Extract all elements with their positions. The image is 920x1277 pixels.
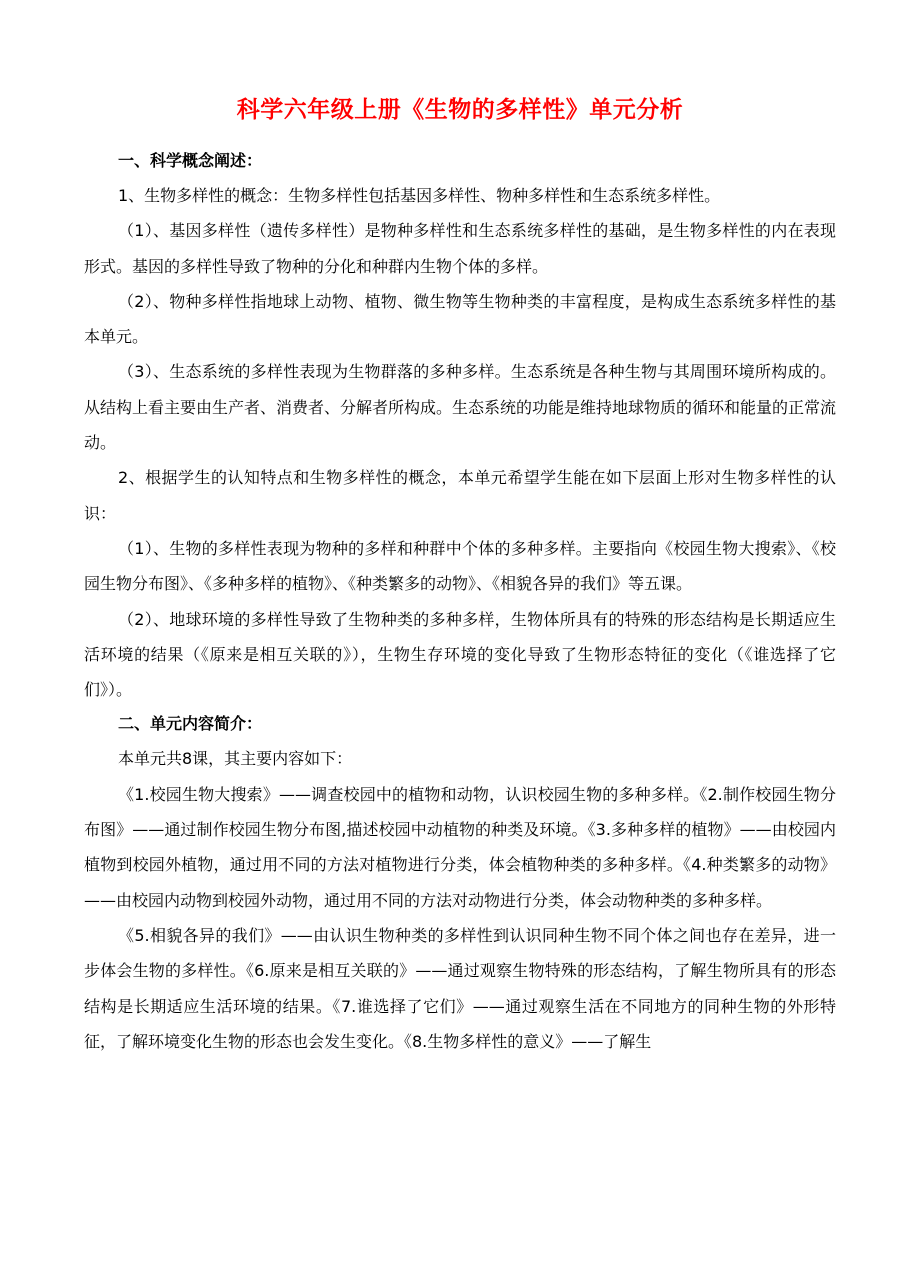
paragraph: （1）、生物的多样性表现为物种的多样和种群中个体的多种多样。主要指向《校园生物大搜索》、《校园生物分布图》、《多种多样的植物》、《种类繁多的动物》、《相貌各异的我们》等五课。 — [84, 538, 836, 594]
section-heading-concepts: 一、科学概念阐述： — [118, 151, 263, 170]
section-heading-unit-intro: 二、单元内容简介： — [118, 714, 263, 734]
paragraph: 1、生物多样性的概念：生物多样性包括基因多样性、物种多样性和生态系统多样性。 — [118, 186, 721, 205]
paragraph: 《1.校园生物大搜索》——调查校园中的植物和动物，认识校园生物的多种多样。《2.制作校园生物分布图》——通过制作校园生物分布图,描述校园中动植物的种类及环境。《3.多种多样的植物》——由校园内植物到校园外植物，通过用不同的方法对植物进行分类，体会植物种类的多种多样。《4.种类繁多的动物》——由校园内动物到校园外动物，通过用不同的方法对动物进行分类，体会动物种类的多种多样。 — [84, 784, 836, 910]
paragraph: （3）、生态系统的多样性表现为生物群落的多种多样。生态系统是各种生物与其周围环境所构成的。从结构上看主要由生产者、消费者、分解者所构成。生态系统的功能是维持地球物质的循环和能量的正常流动。 — [84, 362, 837, 453]
paragraph: 2、根据学生的认知特点和生物多样性的概念，本单元希望学生能在如下层面上形对生物多样性的认识： — [84, 468, 836, 523]
document-body — [84, 144, 836, 1059]
document-title: 科学六年级上册《生物的多样性》单元分析 — [236, 97, 684, 123]
paragraph: （2）、物种多样性指地球上动物、植物、微生物等生物种类的丰富程度，是构成生态系统多样性的基本单元。 — [84, 291, 836, 347]
paragraph: 《5.相貌各异的我们》——由认识生物种类的多样性到认识同种生物不同个体之间也存在差异，进一步体会生物的多样性。《6.原来是相互关联的》——通过观察生物特殊的形态结构，了解生物所具有的形态结构是长期适应生活环境的结果。《7.谁选择了它们》——通过观察生活在不同地方的同种生物的外形特征，了解环境变化生物的形态也会发生变化。《8.生物多样性的意义》——了解生 — [84, 925, 836, 1051]
paragraph: 本单元共8课，其主要内容如下： — [118, 749, 353, 769]
paragraph: （1）、基因多样性（遗传多样性）是物种多样性和生态系统多样性的基础，是生物多样性的内在表现形式。基因的多样性导致了物种的分化和种群内生物个体的多样。 — [84, 221, 836, 276]
paragraph: （2）、地球环境的多样性导致了生物种类的多种多样，生物体所具有的特殊的形态结构是长期适应生活环境的结果（《原来是相互关联的》），生物生存环境的变化导致了生物形态特征的变化（《谁选择了它们》）。 — [84, 609, 836, 700]
